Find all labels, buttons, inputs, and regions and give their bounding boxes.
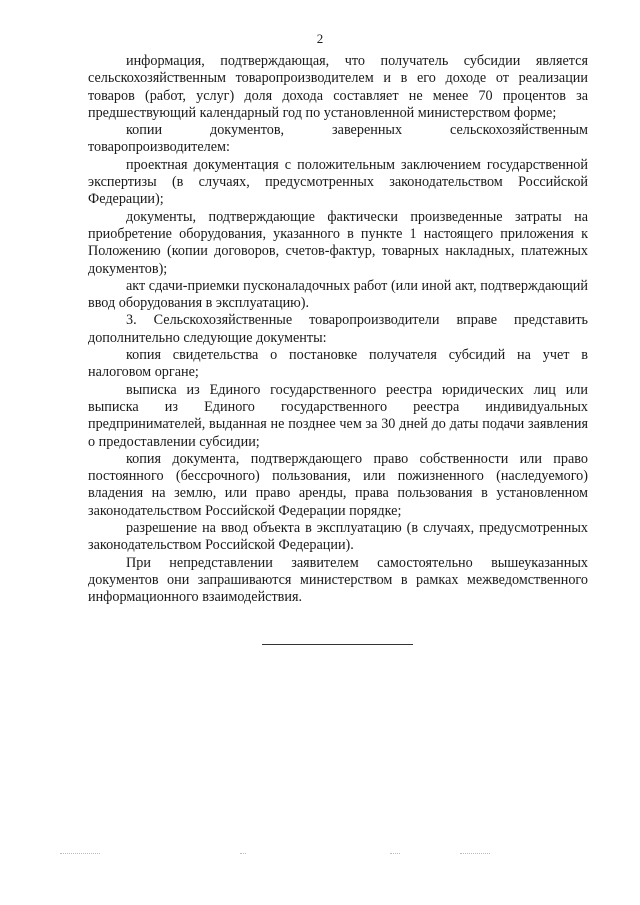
- paragraph-expense-docs: документы, подтверждающие фактически произведенные затраты на приобретение оборудования, указанного в пункте 1 настоящего приложения к Положению (копии договоров, счетов-фактур, товарных накладных, платежных документов);: [88, 208, 588, 277]
- paragraph-registry-extract: выписка из Единого государственного реестра юридических лиц или выписка из Единого государственного реестра индивидуальных предпринимателей, выданная не позднее чем за 30 дней до даты подачи заявления о предоставлении субсидии;: [88, 381, 588, 450]
- paragraph-certified-copies: копии документов, заверенных сельскохозяйственным товаропроизводителем:: [88, 122, 588, 156]
- scan-speck: [240, 853, 246, 855]
- scan-speck: [460, 853, 490, 855]
- paragraph-interagency-request: При непредставлении заявителем самостоятельно вышеуказанных документов они запрашиваются министерством в рамках межведомственного информационного взаимодействия.: [88, 554, 588, 606]
- scan-speck: [390, 853, 400, 855]
- paragraph-tax-certificate: копия свидетельства о постановке получателя субсидий на учет в налоговом органе;: [88, 347, 588, 381]
- scan-artifacts: [60, 853, 580, 857]
- end-separator-line: [262, 644, 413, 645]
- paragraph-commissioning-act: акт сдачи-приемки пусконаладочных работ (или иной акт, подтверждающий ввод оборудования в эксплуатацию).: [88, 277, 588, 312]
- paragraph-land-rights: копия документа, подтверждающего право собственности или право постоянного (бессрочного) пользования, или пожизненного (наследуемого) владения на землю, или право аренды, права пользования в установленном законодательством Российской Федерации порядке;: [88, 450, 588, 519]
- paragraph-operation-permit: разрешение на ввод объекта в эксплуатацию (в случаях, предусмотренных законодательством Российской Федерации).: [88, 520, 588, 554]
- scan-speck: [60, 853, 100, 855]
- paragraph-income-info: информация, подтверждающая, что получатель субсидии является сельскохозяйственным товаропроизводителем и в его доходе от реализации товаров (работ, услуг) доля дохода составляет не менее 70 процентов за предшествующий календарный год по установленной министерством форме;: [88, 53, 588, 121]
- document-body: [88, 53, 588, 607]
- paragraph-project-docs: проектная документация с положительным заключением государственной экспертизы (в случаях, предусмотренных законодательством Российской Федерации);: [88, 156, 588, 208]
- page-number: 2: [316, 31, 324, 46]
- paragraph-section-3: 3. Сельскохозяйственные товаропроизводители вправе представить дополнительно следующие документы:: [88, 312, 588, 346]
